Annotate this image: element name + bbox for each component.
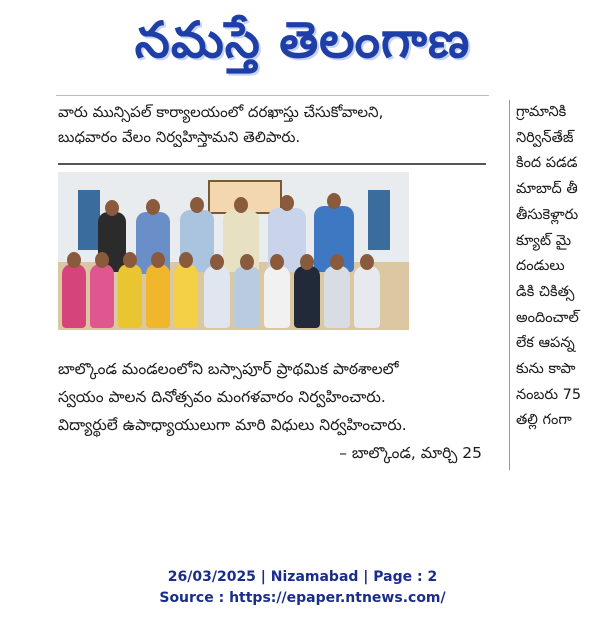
column-separator [509, 100, 510, 470]
newspaper-masthead [0, 0, 605, 92]
photo-child [174, 264, 198, 328]
photo-head [240, 254, 254, 270]
photo-door [78, 190, 100, 250]
fragment-line: తీసుకెళ్లారు [516, 206, 579, 223]
caption-dateline: – బాల్కొండ, మార్చి 25 [339, 444, 482, 462]
photo-door [368, 190, 390, 250]
photo-child [204, 266, 230, 328]
photo-head [280, 195, 294, 211]
photo-head [123, 252, 137, 268]
fragment-line: కును కాపా [516, 361, 576, 378]
fragment-line: క్యూట్ మై [516, 232, 572, 249]
fragment-line: గ్రామానికి [516, 104, 567, 120]
fragment-line: అందించాల్ [516, 309, 579, 326]
photo-head [105, 200, 119, 216]
masthead-title: నమస్తే తెలంగాణ [134, 10, 471, 69]
photo-child [324, 266, 350, 328]
photo-head [67, 252, 81, 268]
news-photo [58, 172, 409, 330]
photo-child [90, 264, 114, 328]
photo-head [151, 252, 165, 268]
fragment-line: డికి చికిత్స [516, 283, 575, 300]
photo-head [330, 254, 344, 270]
fragment-line: నిర్విన్‌తేజ్ [516, 129, 574, 146]
photo-head [190, 197, 204, 213]
photo-head [360, 254, 374, 270]
caption-line: విద్యార్థులే ఉపాధ్యాయులుగా మారి విధులు నిర్వహించారు. [58, 416, 407, 434]
fragment-line: లేక ఆపన్న [516, 335, 575, 352]
photo-child [294, 266, 320, 328]
article-line: బుధవారం వేలం నిర్వహిస్తామని తెలిపారు. [58, 128, 301, 146]
photo-head [234, 197, 248, 213]
photo-head [146, 199, 160, 215]
photo-head [300, 254, 314, 270]
photo-child [264, 266, 290, 328]
right-article-fragment [516, 100, 605, 434]
photo-head [95, 252, 109, 268]
left-article-text [58, 100, 488, 150]
photo-head [179, 252, 193, 268]
photo-head [210, 254, 224, 270]
photo-child [354, 266, 380, 328]
photo-head [327, 193, 341, 209]
article-divider [58, 163, 486, 165]
footer-edition-info: 26/03/2025 | Nizamabad | Page : 2 [167, 569, 438, 585]
photo-child [62, 264, 86, 328]
fragment-line: తల్లి గంగా [516, 412, 572, 429]
footer-source: Source : https://epaper.ntnews.com/ [159, 590, 446, 606]
fragment-line: కింద పడడ [516, 155, 578, 172]
caption-line: బాల్కొండ మండలంలోని బస్సాపూర్ ప్రాథమిక పాఠశాలలో [58, 360, 399, 378]
fragment-line: మాబాద్ తీ [516, 181, 578, 198]
article-line: వారు మున్సిపల్ కార్యాలయంలో దరఖాస్తు చేసుకోవాలని, [58, 103, 384, 121]
photo-child [146, 264, 170, 328]
fragment-line: దండులు [516, 258, 565, 275]
photo-child [118, 264, 142, 328]
fragment-line: నంబరు 75 [516, 386, 582, 403]
photo-head [270, 254, 284, 270]
top-rule [56, 95, 489, 96]
photo-caption [58, 355, 486, 467]
photo-child [234, 266, 260, 328]
caption-line: స్వయం పాలన దినోత్సవం మంగళవారం నిర్వహించారు. [58, 388, 386, 406]
